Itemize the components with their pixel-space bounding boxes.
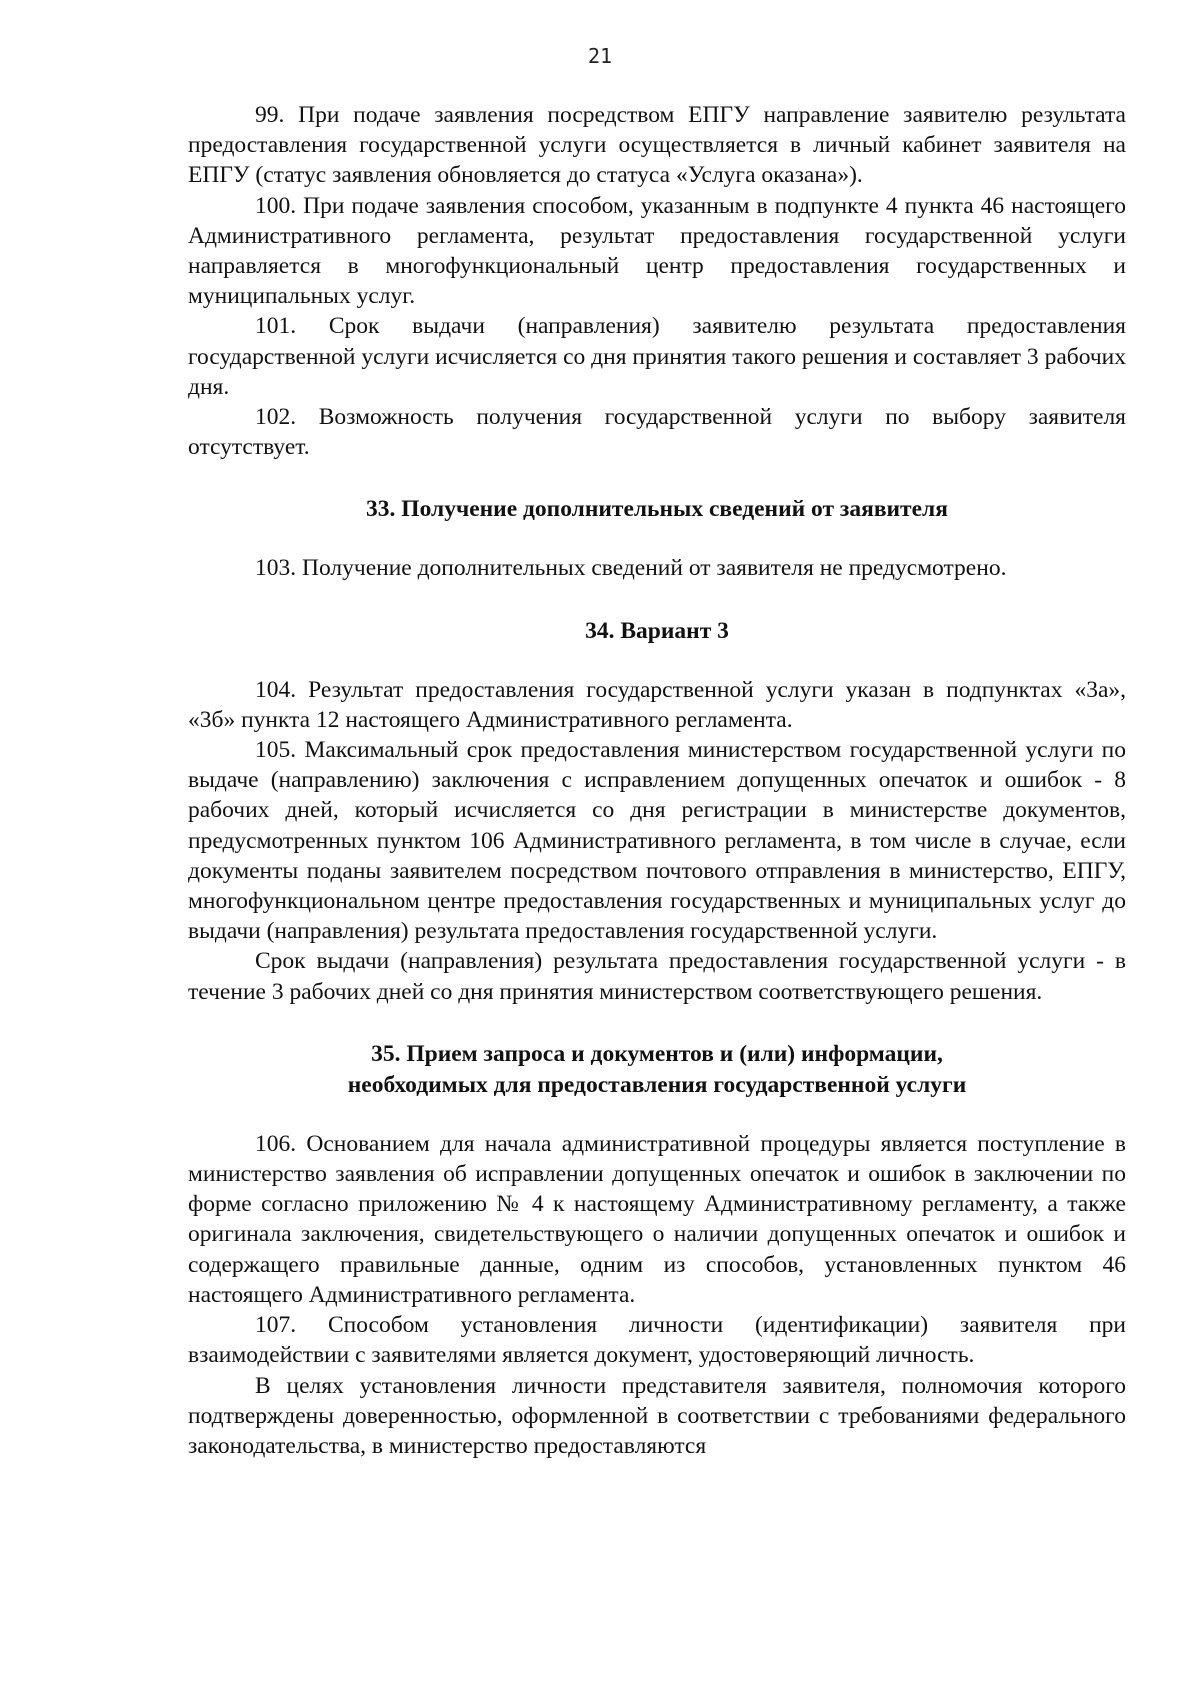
page-number: 21 bbox=[587, 44, 613, 68]
document-body bbox=[188, 100, 1126, 1461]
paragraph-106: 106. Основанием для начала административной процедуры является поступление в министерство заявления об исправлении допущенных опечаток и ошибок в заключении по форме согласно приложению № 4 к настоящему Административному регламенту, а также оригинала заключения, свидетельствующего о наличии допущенных опечаток и ошибок и содержащего правильные данные, одним из способов, установленных пунктом 46 настоящего Административного регламента. bbox=[188, 1130, 1126, 1308]
paragraph-107-representative: В целях установления личности представителя заявителя, полномочия которого подтверждены доверенностью, оформленной в соответствии с требованиями федерального законодательства, в министерство предоставляются bbox=[188, 1372, 1126, 1459]
paragraph-101: 101. Срок выдачи (направления) заявителю результата предоставления государственной услуги исчисляется со дня принятия такого решения и составляет 3 рабочих дня. bbox=[188, 313, 1126, 400]
paragraph-102: 102. Возможность получения государственной услуги по выбору заявителя отсутствует. bbox=[188, 404, 1126, 461]
paragraph-105: 105. Максимальный срок предоставления министерством государственной услуги по выдаче (направлению) заключения с исправлением допущенных опечаток и ошибок - 8 рабочих дней, который исчисляется со дня регистрации в министерстве документов, предусмотренных пунктом 106 Административного регламента, в том числе в случае, если документы поданы заявителем посредством почтового отправления в министерство, ЕПГУ, многофункциональном центре предоставления государственных и муниципальных услуг до выдачи (направления) результата предоставления государственной услуги. bbox=[188, 737, 1126, 945]
paragraph-100: 100. При подаче заявления способом, указанным в подпункте 4 пункта 46 настоящего Административного регламента, результат предоставления государственной услуги направляется в многофункциональный центр предоставления государственных и муниципальных услуг. bbox=[188, 192, 1126, 310]
paragraph-103: 103. Получение дополнительных сведений от заявителя не предусмотрено. bbox=[255, 555, 1007, 582]
section-heading-33: 33. Получение дополнительных сведений от заявителя bbox=[366, 496, 948, 523]
paragraph-105-delivery-term: Срок выдачи (направления) результата предоставления государственной услуги - в течение 3 рабочих дней со дня принятия министерством соответствующего решения. bbox=[188, 948, 1126, 1005]
paragraph-104: 104. Результат предоставления государственной услуги указан в подпунктах «3а», «3б» пункта 12 настоящего Административного регламента. bbox=[188, 676, 1126, 733]
section-heading-35: 35. Прием запроса и документов и (или) информации, необходимых для предоставления государственной услуги bbox=[347, 1040, 967, 1098]
paragraph-99: 99. При подаче заявления посредством ЕПГУ направление заявителю результата предоставления государственной услуги осуществляется в личный кабинет заявителя на ЕПГУ (статус заявления обновляется до статуса «Услуга оказана»). bbox=[188, 102, 1126, 189]
section-heading-34: 34. Вариант 3 bbox=[585, 617, 729, 644]
paragraph-107: 107. Способом установления личности (идентификации) заявителя при взаимодействии с заявителями является документ, удостоверяющий личность. bbox=[188, 1312, 1126, 1369]
